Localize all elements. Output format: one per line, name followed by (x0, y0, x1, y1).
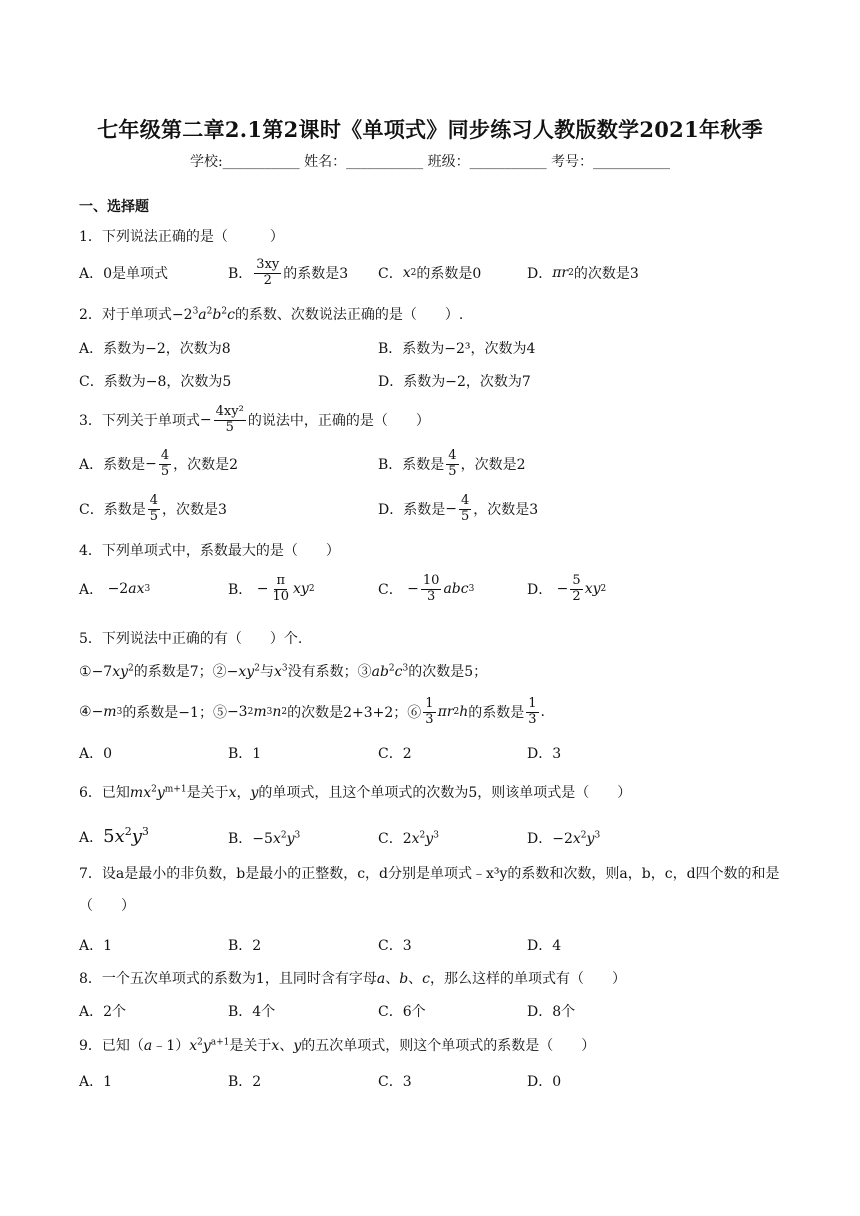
q1-option-c: C． x 2 的系数是0 (378, 265, 482, 282)
worksheet-page: 七年级第二章2.1第2课时《单项式》同步练习人教版数学2021年秋季 学校:___________ 姓名：___________ 班级：___________ 考号：___________ 一、选择题 1．下列说法正确的是（ ） A．0是单项式 B． $\frac{3xy}{2}$ 的系数是3 C． x 2 的系数是0 D． πr 2 的次数是3 2．对于单项式$-2^3a^2b^2c$的系数、次数说法正确的是（ ）. A．系数为−2，次数为8 B．系数为−2³，次数为4 C．系数为−8，次数为5 D．系数为−2，次数为7 3．下列关于单项式 − $\frac{\text{4xy²}}{5}$ 的说法中，正确的是（ ） A．系数是 − $\frac{4}{5}$ ，次数是2 B．系数是 $\frac{4}{5}$ ，次数是2 C．系数是 $\frac{4}{5}$ ，次数是3 D．系数是 − $\frac{4}{5}$ ，次数是3 4．下列单项式中，系数最大的是（ ） A． −2 ax 3 B． − $\frac{\pi}{10}$ xy 2 C． − $\frac{10}{3}$ abc 3 D． − $\frac{5}{2}$ xy 2 5．下列说法中正确的有（ ）个. $①-7xy^2$的系数是7；$②-xy^2$与$x^3$没有系数；$③ab^2c^3$的次数是5； ④ − m 3 的系数是−1；⑤ −3 2 m 3 n 2 的次数是2+3+2；⑥ $\frac{1}{3}$ πr 2 h 的系数是 $\frac{1}{3}$ . A．0 B．1 C．2 D．3 6．已知$mx^2y^{m+1}$是关于x，y的单项式，且这个单项式的次数为5，则该单项式是（ ） A．$5x^2y^3$ B．$-5x^2y^3$ C．$2x^2y^3$ D．$-2x^2y^3$ 7．设a是最小的非负数，b是最小的正整数，c，d分别是单项式﹣x³y的系数和次数，则a，b，c，d四个数的和是（ ） A．1 B．2 C．3 D．4 8．一个五次单项式的系数为1，且同时含有字母a、b、c，那么这样的单项式有（ ） A．2个 B．4个 C．6个 D．8个 9．已知$(a﹣1)x^2y^{a+1}$是关于x、y的五次单项式，则这个单项式的系数是（ ） A．1 B．2 C．3 D．0 (0, 0, 860, 1216)
q9-option-b: B．2 (228, 1074, 262, 1090)
q2-option-d: D．系数为−2，次数为7 (378, 374, 531, 390)
class-field: 班级：___________ (427, 154, 547, 170)
q8-option-a: A．2个 (79, 1004, 127, 1020)
q3-option-a: A．系数是 − $\frac{4}{5}$ ，次数是2 (79, 448, 239, 479)
q2-option-c: C．系数为−8，次数为5 (79, 374, 232, 390)
question-4-stem: 4．下列单项式中，系数最大的是（ ） (79, 543, 340, 559)
q2-option-b: B．系数为−2³，次数为4 (378, 341, 536, 357)
q5-option-a: A．0 (79, 746, 113, 762)
q3-option-c: C．系数是 $\frac{4}{5}$ ，次数是3 (79, 493, 227, 524)
student-info-line (0, 151, 860, 171)
q9-option-a: A．1 (79, 1074, 113, 1090)
exam-number-field: 考号：___________ (551, 154, 671, 170)
q1-option-a: A．0是单项式 (79, 266, 169, 282)
question-6-stem: 6．已知$mx^2y^{m+1}$是关于x，y的单项式，且这个单项式的次数为5，则该单项式是（ ） (79, 784, 632, 801)
q9-option-c: C．3 (378, 1074, 412, 1090)
question-8-stem: 8．一个五次单项式的系数为1，且同时含有字母a、b、c，那么这样的单项式有（ ） (79, 971, 626, 987)
q4-option-a: A． −2 ax 3 (79, 581, 151, 598)
q1-option-d: D． πr 2 的次数是3 (527, 265, 639, 282)
q7-option-d: D．4 (527, 938, 562, 954)
school-field: 学校:___________ (189, 154, 300, 170)
page-title: 七年级第二章2.1第2课时《单项式》同步练习人教版数学2021年秋季 (97, 117, 763, 142)
section-heading: 一、选择题 (79, 199, 149, 215)
q2-option-a: A．系数为−2，次数为8 (79, 341, 231, 357)
q6-option-d: D．$-2x^2y^3$ (527, 830, 601, 847)
name-field: 姓名：___________ (304, 154, 424, 170)
q4-option-c: C． − $\frac{10}{3}$ abc 3 (378, 573, 475, 604)
q6-option-a: A．$5x^2y^3$ (79, 825, 149, 847)
q5-statements-1: $①-7xy^2$的系数是7；$②-xy^2$与$x^3$没有系数；$③ab^2c^3$的次数是5； (79, 663, 488, 680)
q7-option-b: B．2 (228, 938, 262, 954)
q9-option-d: D．0 (527, 1074, 562, 1090)
q3-option-d: D．系数是 − $\frac{4}{5}$ ，次数是3 (378, 493, 539, 524)
q1-option-b: B． $\frac{3xy}{2}$ 的系数是3 (228, 257, 349, 288)
q8-option-b: B．4个 (228, 1004, 276, 1020)
q4-option-b: B． − $\frac{\pi}{10}$ xy 2 (228, 573, 315, 604)
q4-option-d: D． − $\frac{5}{2}$ xy 2 (527, 573, 607, 604)
q8-option-d: D．8个 (527, 1004, 576, 1020)
question-9-stem: 9．已知$(a﹣1)x^2y^{a+1}$是关于x、y的五次单项式，则这个单项式的系数是（ ） (79, 1037, 596, 1054)
q5-option-c: C．2 (378, 746, 412, 762)
q6-option-c: C．$2x^2y^3$ (378, 830, 439, 847)
q5-option-d: D．3 (527, 746, 562, 762)
question-5-stem: 5．下列说法中正确的有（ ）个. (79, 631, 303, 647)
q6-option-b: B．$-5x^2y^3$ (228, 830, 301, 847)
q3-option-b: B．系数是 $\frac{4}{5}$ ，次数是2 (378, 448, 526, 479)
q7-option-a: A．1 (79, 938, 113, 954)
question-7-stem: 7．设a是最小的非负数，b是最小的正整数，c，d分别是单项式﹣x³y的系数和次数，则a，b，c，d四个数的和是（ ） (79, 866, 780, 914)
q8-option-c: C．6个 (378, 1004, 426, 1020)
question-1-stem: 1．下列说法正确的是（ ） (79, 229, 284, 245)
q7-option-c: C．3 (378, 938, 412, 954)
q1-fraction: $\frac{3xy}{2}$ (256, 257, 280, 288)
question-2-stem: 2．对于单项式$-2^3a^2b^2c$的系数、次数说法正确的是（ ）. (79, 306, 464, 323)
q5-option-b: B．1 (228, 746, 262, 762)
